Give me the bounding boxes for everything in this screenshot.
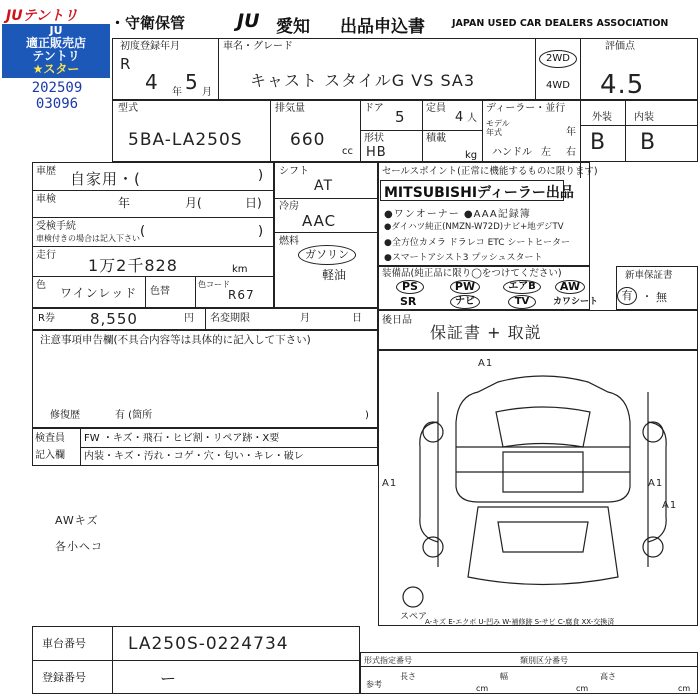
color-change-label: 色替 [150,286,170,297]
inspection-month: 月( [185,196,202,210]
door-label: ドア [364,103,384,114]
recv-close: ) [258,224,264,239]
divider [274,232,378,233]
month-unit: 月 [202,87,212,98]
sales-heading: MITSUBISHIディーラー出品 [384,185,574,201]
inspection-day: 日) [245,196,262,210]
header-region: 愛知 [276,17,310,37]
ref-label: 参考 [366,680,382,689]
eq-pw: PW [450,280,480,294]
divider [80,428,81,466]
eq-tv: TV [508,295,536,309]
year-value: 4 [145,70,159,94]
color-value: ワインレッド [60,286,138,300]
height-label: 高さ [600,672,616,681]
equipment-label: 装備品(純正品に限り◯をつけてください) [382,268,562,279]
inspector-fw-row: FW ・キズ・飛石・ヒビ割・リペア跡・X要 [84,433,280,444]
capacity-unit: 人 [467,113,477,124]
ac-label: 冷房 [279,201,299,212]
divider [422,100,423,162]
cc-value: 660 [290,130,326,150]
history-value: 自家用・( [70,170,141,188]
after-value: 保証書 + 取説 [430,323,542,342]
car-outline-lower [468,507,618,585]
color-code-label: 色コード [198,280,230,289]
int-value: B [640,130,657,155]
repair-label: 修復歴 [50,410,80,421]
inspection-label: 車検 [36,194,56,205]
divider [112,626,113,694]
int-label: 内装 [634,112,654,123]
badge-line4: ★スター [32,62,80,76]
header-english: JAPAN USED CAR DEALERS ASSOCIATION [452,18,669,29]
logo-text: JUテントリ [6,8,78,24]
cc-label: 排気量 [275,103,305,114]
divider [218,38,219,100]
reg-label: 登録番号 [42,671,86,684]
year-suffix: 年 [566,127,576,138]
deadline-label: 名変期限 [210,313,250,324]
divider [535,38,536,100]
sales-label: セールスポイント(正常に機能するものに限ります) [382,166,598,177]
damage-mark-2: A1 [382,478,398,489]
model-grade-label: 車名・グレード [223,41,293,52]
form-label: 形式指定番号 [364,656,412,665]
page-title: 出品申込書 [340,17,425,37]
divider [360,666,698,667]
fuel-label: 燃料 [279,236,299,247]
history-label: 車歴 [36,166,56,177]
width-label: 幅 [500,672,508,681]
eq-sr: SR [400,295,417,308]
chassis-label: 車台番号 [42,637,86,650]
model-year-label: モデル [486,119,510,128]
inspector-note-2: 各小ヘコ [55,540,103,553]
score-label: 評価点 [605,41,635,52]
rear-window [498,522,588,552]
mileage-label: 走行 [36,250,56,261]
inspector-int-row: 内装・キズ・汚れ・コゲ・穴・匂い・キレ・破レ [84,451,304,462]
car-outline-upper [456,376,630,502]
mileage-value: 1万2千828 [88,256,178,275]
sales-item-1: ●ワンオーナー ●AAA記録簿 [384,209,531,220]
shift-label: シフト [279,166,309,177]
after-label: 後日品 [382,315,412,326]
divider [32,660,360,661]
stock-number [4,80,110,112]
new-car-no: 無 [656,291,667,304]
badge-line2: 適正販売店 [25,36,86,50]
badge-line3: テントリ [32,49,80,63]
divider [270,100,271,162]
divider [580,125,698,126]
capacity-value: 4 [455,110,465,125]
divider [195,276,196,308]
new-car-dot: ・ [642,292,652,303]
divider [32,190,274,191]
wheel [423,422,443,442]
stock-line2: 03096 [35,96,79,112]
type-value: 5BA-LA250S [128,130,243,150]
eq-seat: カワシート [553,297,599,307]
drive-2wd: 2WD [539,50,577,68]
divider [80,447,378,448]
divider [360,100,361,162]
sales-item-4: ●スマートアシスト3 プッシュスタート [384,253,543,263]
header-partial-title: ・守衛保管 [110,14,186,32]
chassis-value: LA250S-0224734 [128,634,289,654]
r-ticket-label: R券 [38,313,55,324]
recv-label: 受検手続 [36,221,76,232]
notes-label: 注意事項申告欄(不具合内容等は具体的に記入して下さい) [40,334,311,346]
inspector-label1: 検査員 [35,433,65,444]
repair-close: ) [365,410,369,421]
spare-label: スペア [400,612,428,622]
r-ticket-unit: 円 [184,313,194,324]
divider [360,130,482,131]
color-code-value: R67 [228,288,255,302]
header-ju-logo: JU [237,10,260,32]
stock-line1: 202509 [31,80,83,96]
handle-label: ハンドル [492,147,532,158]
load-label: 積載 [426,133,446,144]
inspector-label2: 記入欄 [35,450,65,461]
ac-value: AAC [302,212,337,230]
color-label: 色 [36,280,46,291]
ext-value: B [590,130,607,155]
new-car-label: 新車保証書 [625,270,673,281]
length-label: 長さ [400,672,416,681]
deadline-month: 月 [300,313,310,324]
class-label: 類別区分番号 [520,656,568,665]
model-year-label2: 年式 [486,128,502,137]
first-reg-label: 初度登録年月 [120,41,180,52]
recv-paren: ( [140,224,146,239]
load-unit: kg [465,150,478,161]
door-value: 5 [395,108,406,126]
windshield [496,407,590,447]
year-unit: 年 [172,87,182,98]
divider [274,198,378,199]
shape-label: 形状 [364,133,384,144]
r-ticket-value: 8,550 [90,310,138,328]
sales-item-3: ●全方位カメラ ドラレコ ETC シートヒーター [384,238,571,248]
height-unit: cm [678,684,691,693]
fuel-diesel: 軽油 [322,268,347,282]
damage-legend: A-キズ E-エクボ U-凹み W-補修跡 S-サビ C-腐食 XX-交換済 [425,618,615,626]
sales-item-2: ●ダイハツ純正(NMZN-W72D)ナビ+地デジTV [384,222,564,232]
divider [32,276,274,277]
dealer-badge [2,24,110,78]
handle-right: 右 [566,147,576,158]
history-close: ) [258,168,264,183]
eq-aw: AW [555,280,585,294]
capacity-label: 定員 [426,103,446,114]
inspection-year: 年 [118,196,131,210]
eq-ps: PS [396,280,424,294]
divider [625,100,626,162]
ext-label: 外装 [592,112,612,123]
new-car-yes: 有 [617,287,637,305]
divider [205,308,206,330]
shift-value: AT [314,178,334,194]
damage-mark-1: A1 [478,358,494,369]
divider [145,276,146,308]
eq-airbag: エアB [503,280,541,294]
mileage-unit: km [232,264,248,275]
divider [32,246,274,247]
model-grade-value: キャスト スタイルG VS SA3 [250,71,476,90]
divider [32,217,274,218]
repair-value: 有 (箇所 [115,410,153,421]
recv-sub: 車検付きの場合は記入下さい [36,234,140,243]
era-value: R [120,55,132,73]
damage-mark-3: A1 [648,478,664,489]
score-value: 4.5 [600,70,645,100]
inspector-note-1: AWキズ [55,514,99,527]
handle-left: 左 [541,147,551,158]
left-side-view [420,392,438,567]
deadline-day: 日 [352,313,362,324]
reg-value: ー [160,669,178,688]
wheel [643,422,663,442]
shape-value: HB [366,145,387,160]
fuel-gas: ガソリン [298,245,356,265]
divider [482,100,483,162]
month-value: 5 [185,70,199,94]
length-unit: cm [476,684,489,693]
type-label: 型式 [118,103,138,114]
cc-unit: cc [342,146,353,157]
damage-mark-4: A1 [662,500,678,511]
jutentori-logo [2,2,110,24]
width-unit: cm [576,684,589,693]
badge-ju: JU [49,24,63,37]
spare-tire [403,587,423,607]
eq-navi: ナビ [450,295,480,309]
drive-4wd: 4WD [546,80,570,91]
dealer-label: ディーラー・並行 [486,103,566,114]
